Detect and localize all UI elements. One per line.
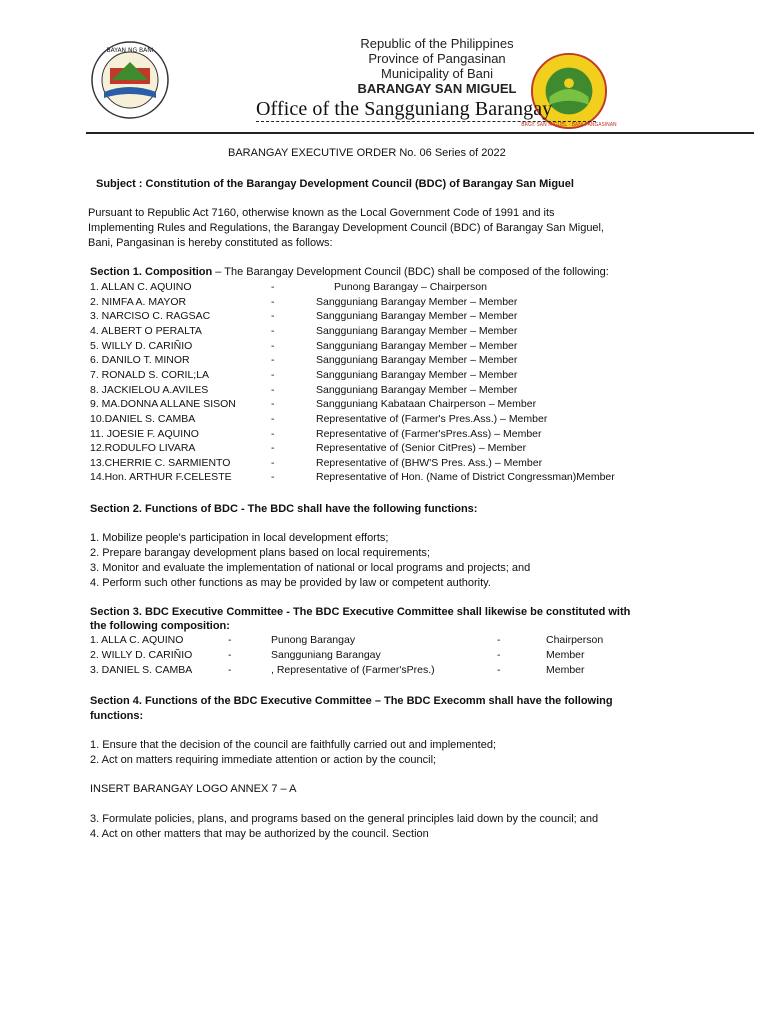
member-name: 11. JOESIE F. AQUINO bbox=[90, 427, 199, 440]
member-separator: - bbox=[271, 339, 275, 352]
section1-member-row bbox=[0, 281, 768, 295]
committee-role: Member bbox=[546, 664, 585, 676]
member-name: 2. NIMFA A. MAYOR bbox=[90, 295, 187, 308]
committee-separator: - bbox=[497, 634, 501, 646]
committee-separator: - bbox=[497, 664, 501, 676]
section4-heading-line-2: functions: bbox=[90, 710, 144, 722]
member-name: 14.Hon. ARTHUR F.CELESTE bbox=[90, 471, 232, 484]
member-name: 10.DANIEL S. CAMBA bbox=[90, 412, 196, 425]
office-title-underline bbox=[256, 121, 596, 122]
member-name: 8. JACKIELOU A.AVILES bbox=[90, 383, 209, 396]
section2-item-4: 4. Perform such other functions as may be provided by law or competent authority. bbox=[90, 577, 491, 589]
committee-separator: - bbox=[497, 649, 501, 661]
section1-text: – The Barangay Development Council (BDC) shall be composed of the following: bbox=[212, 266, 609, 278]
section1-member-row bbox=[0, 384, 768, 398]
section1-member-row bbox=[0, 369, 768, 383]
committee-separator: - bbox=[228, 664, 232, 676]
member-role: Representative of Hon. (Name of District Congressman)Member bbox=[316, 471, 615, 484]
section1-member-row bbox=[0, 428, 768, 442]
header-divider bbox=[86, 132, 754, 134]
member-role: Sangguniang Kabataan Chairperson – Member bbox=[316, 398, 537, 411]
member-separator: - bbox=[271, 471, 275, 484]
member-role: Sangguniang Barangay Member – Member bbox=[316, 324, 518, 337]
member-separator: - bbox=[271, 354, 275, 367]
committee-role: Member bbox=[546, 649, 585, 661]
committee-position: , Representative of (Farmer'sPres.) bbox=[271, 664, 435, 676]
member-separator: - bbox=[271, 398, 275, 411]
member-name: 3. NARCISO C. RAGSAC bbox=[90, 310, 211, 323]
committee-separator: - bbox=[228, 649, 232, 661]
section1-member-row bbox=[0, 340, 768, 354]
member-separator: - bbox=[271, 310, 275, 323]
section4-item-1: 1. Ensure that the decision of the council are faithfully carried out and implemented; bbox=[90, 739, 497, 751]
member-separator: - bbox=[271, 383, 275, 396]
member-role: Sangguniang Barangay Member – Member bbox=[316, 310, 518, 323]
office-title: Office of the Sangguniang Barangay bbox=[256, 98, 553, 120]
member-name: 5. WILLY D. CARIÑIO bbox=[90, 339, 193, 352]
member-role: Sangguniang Barangay Member – Member bbox=[316, 368, 518, 381]
member-separator: - bbox=[271, 295, 275, 308]
section2-item-2: 2. Prepare barangay development plans based on local requirements; bbox=[90, 547, 430, 559]
section1-member-row bbox=[0, 413, 768, 427]
section3-heading-line-1: Section 3. BDC Executive Committee - The BDC Executive Committee shall likewise be constituted with bbox=[90, 606, 631, 618]
section1-member-row bbox=[0, 296, 768, 310]
committee-separator: - bbox=[228, 634, 232, 646]
gov-line-municipality: Municipality of Bani bbox=[381, 66, 493, 81]
member-separator: - bbox=[271, 324, 275, 337]
intro-line-1: Pursuant to Republic Act 7160, otherwise known as the Local Government Code of 1991 and its bbox=[88, 207, 555, 219]
member-name: 7. RONALD S. CORIL;LA bbox=[90, 368, 210, 381]
gov-line-barangay: BARANGAY SAN MIGUEL bbox=[357, 81, 517, 96]
intro-line-3: Bani, Pangasinan is hereby constituted as follows: bbox=[88, 237, 333, 249]
member-name: 1. ALLAN C. AQUINO bbox=[90, 281, 192, 293]
section1-member-row bbox=[0, 442, 768, 456]
government-header bbox=[322, 36, 552, 96]
member-separator: - bbox=[271, 456, 275, 469]
member-role: Representative of (BHW'S Pres. Ass.) – Member bbox=[316, 456, 543, 469]
left-seal-text: BAYAN NG BANI bbox=[106, 47, 154, 54]
order-title: BARANGAY EXECUTIVE ORDER No. 06 Series of 2022 bbox=[228, 147, 506, 159]
committee-position: Sangguniang Barangay bbox=[271, 649, 381, 661]
section2-item-3: 3. Monitor and evaluate the implementation of national or local programs and projects; and bbox=[90, 562, 531, 574]
member-separator: - bbox=[271, 442, 275, 455]
member-separator: - bbox=[271, 412, 275, 425]
committee-member-name: 2. WILLY D. CARIÑIO bbox=[90, 649, 193, 661]
section1-member-row bbox=[0, 471, 768, 485]
member-name: 13.CHERRIE C. SARMIENTO bbox=[90, 456, 231, 469]
section1-member-row bbox=[0, 325, 768, 339]
committee-member-name: 1. ALLA C. AQUINO bbox=[90, 634, 184, 646]
committee-position: Punong Barangay bbox=[271, 634, 356, 646]
section4-item-2: 2. Act on matters requiring immediate attention or action by the council; bbox=[90, 754, 437, 766]
section1-heading bbox=[90, 265, 609, 279]
section1-member-row bbox=[0, 354, 768, 368]
member-separator: - bbox=[271, 368, 275, 381]
member-role: Sangguniang Barangay Member – Member bbox=[316, 295, 518, 308]
member-role: Representative of (Senior CitPres) – Member bbox=[316, 442, 527, 455]
section3-committee-row bbox=[0, 664, 768, 678]
section3-heading-line-2: the following composition: bbox=[90, 620, 230, 632]
section2-heading: Section 2. Functions of BDC - The BDC shall have the following functions: bbox=[90, 503, 478, 515]
right-seal-text: BRGY. SAN MIGUEL · BANI PANGASINAN bbox=[521, 122, 617, 129]
committee-member-name: 3. DANIEL S. CAMBA bbox=[90, 664, 193, 676]
member-name: 6. DANILO T. MINOR bbox=[90, 354, 190, 367]
subject-line: Subject : Constitution of the Barangay Development Council (BDC) of Barangay San Miguel bbox=[96, 178, 574, 190]
gov-line-republic: Republic of the Philippines bbox=[360, 36, 514, 51]
member-separator: - bbox=[271, 281, 275, 293]
member-separator: - bbox=[271, 427, 275, 440]
member-role: Representative of (Farmer's Pres.Ass.) – Member bbox=[316, 412, 548, 425]
section2-item-1: 1. Mobilize people's participation in local development efforts; bbox=[90, 532, 389, 544]
section1-title: Section 1. Composition bbox=[90, 266, 213, 278]
member-role: Sangguniang Barangay Member – Member bbox=[316, 383, 518, 396]
section4-heading-line-1: Section 4. Functions of the BDC Executive Committee – The BDC Execomm shall have the following bbox=[90, 695, 613, 707]
section4-item-3: 3. Formulate policies, plans, and programs based on the general principles laid down by the council; and bbox=[90, 813, 599, 825]
member-role: Punong Barangay – Chairperson bbox=[334, 281, 487, 293]
section1-member-row bbox=[0, 310, 768, 324]
gov-line-province: Province of Pangasinan bbox=[368, 51, 506, 66]
committee-role: Chairperson bbox=[546, 634, 604, 646]
member-name: 4. ALBERT O PERALTA bbox=[90, 324, 202, 337]
section1-member-row bbox=[0, 457, 768, 471]
member-role: Sangguniang Barangay Member – Member bbox=[316, 339, 518, 352]
member-role: Representative of (Farmer'sPres.Ass) – Member bbox=[316, 427, 542, 440]
member-role: Sangguniang Barangay Member – Member bbox=[316, 354, 518, 367]
section3-committee-row bbox=[0, 649, 768, 663]
insert-logo-note: INSERT BARANGAY LOGO ANNEX 7 – A bbox=[90, 783, 297, 795]
section4-item-4: 4. Act on other matters that may be authorized by the council. Section bbox=[90, 828, 429, 840]
municipal-seal-logo bbox=[90, 40, 170, 120]
member-name: 12.RODULFO LIVARA bbox=[90, 442, 196, 455]
section3-committee-row bbox=[0, 634, 768, 648]
section1-member-row bbox=[0, 398, 768, 412]
intro-line-2: Implementing Rules and Regulations, the Barangay Development Council (BDC) of Barangay San Miguel, bbox=[88, 222, 605, 234]
member-name: 9. MA.DONNA ALLANE SISON bbox=[90, 398, 236, 411]
